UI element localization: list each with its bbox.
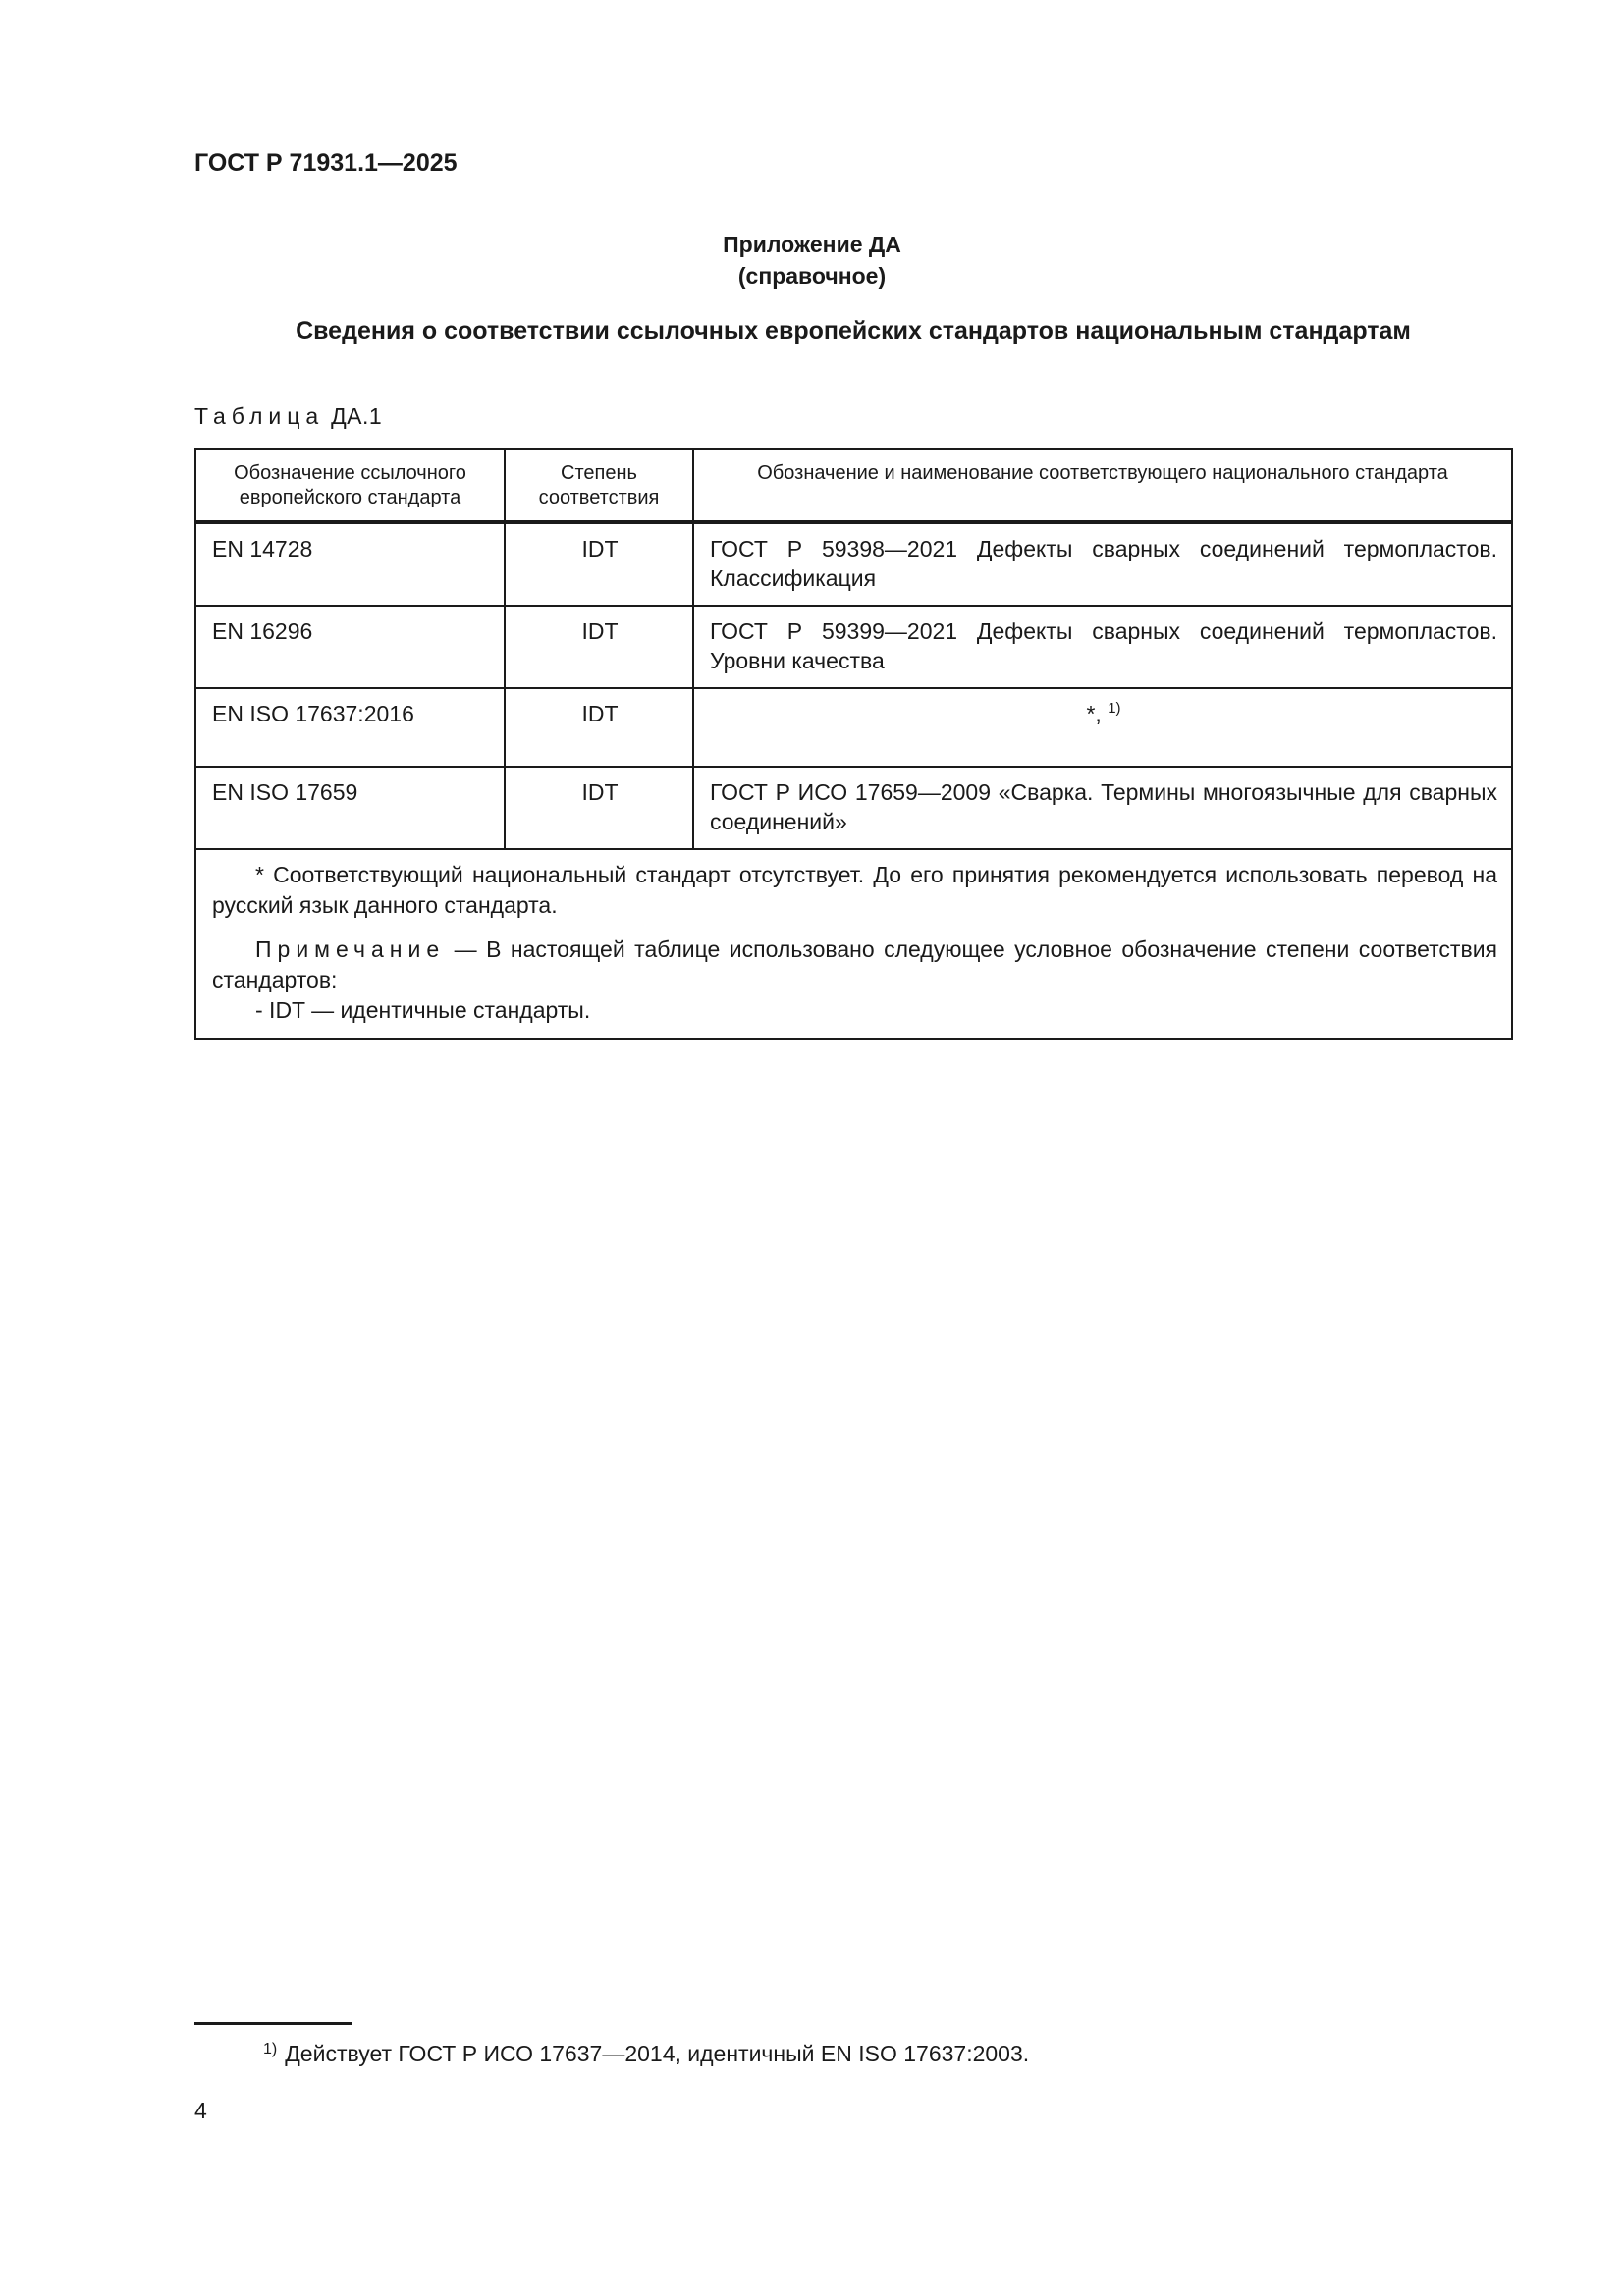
section-title: Сведения о соответствии ссылочных европейских стандартов национальным стандартам [296,317,1411,345]
header-national-standard: Обозначение и наименование соответствующего национального стандарта [693,449,1512,522]
table-notes-row [195,849,1512,1039]
cell-reference: EN 16296 [195,606,505,688]
cell-national: ГОСТ Р ИСО 17659—2009 «Сварка. Термины многоязычные для сварных соединений» [693,767,1512,849]
annex-heading [0,229,1624,292]
table-header-row [195,449,1512,522]
cell-degree: IDT [505,767,693,849]
star-footnote: * Соответствующий национальный стандарт отсутствует. До его принятия рекомендуется использовать перевод на русский язык данного стандарта. [212,862,1497,918]
table-caption [194,403,382,430]
absent-standard-mark: *, [1086,701,1102,726]
footnote-mark: 1) [263,2041,278,2057]
footnote-divider [194,2022,352,2025]
cell-reference: EN 14728 [195,522,505,606]
annex-subtitle: (справочное) [737,263,887,289]
cell-reference: EN ISO 17637:2016 [195,688,505,767]
page-footnote [263,2041,1029,2067]
page-number: 4 [194,2098,207,2123]
table-row [195,522,1512,606]
table-row [195,767,1512,849]
table-caption-word: Таблица [194,403,325,429]
footnote-reference: 1) [1108,700,1121,717]
table-row [195,688,1512,767]
cell-national: ГОСТ Р 59399—2021 Дефекты сварных соединений термопластов. Уровни качества [693,606,1512,688]
document-code: ГОСТ Р 71931.1—2025 [194,149,458,177]
cell-degree: IDT [505,688,693,767]
header-degree: Степень соответствия [505,449,693,522]
cell-national [693,688,1512,767]
correspondence-table [194,448,1513,1040]
note-text: — В настоящей таблице использовано следующее условное обозначение степени соответствия стандартов: [212,936,1497,992]
table-row [195,606,1512,688]
note-label: Примечание [255,936,446,962]
cell-reference: EN ISO 17659 [195,767,505,849]
note-item: - IDT — идентичные стандарты. [255,997,591,1023]
cell-degree: IDT [505,522,693,606]
cell-national: ГОСТ Р 59398—2021 Дефекты сварных соединений термопластов. Классификация [693,522,1512,606]
table-note [212,934,1497,995]
table-caption-number: ДА.1 [331,403,383,429]
cell-degree: IDT [505,606,693,688]
header-reference-standard: Обозначение ссылочного европейского стандарта [195,449,505,522]
table-notes [195,849,1512,1039]
footnote-text: Действует ГОСТ Р ИСО 17637—2014, идентичный EN ISO 17637:2003. [285,2041,1030,2066]
annex-title: Приложение ДА [723,232,901,257]
